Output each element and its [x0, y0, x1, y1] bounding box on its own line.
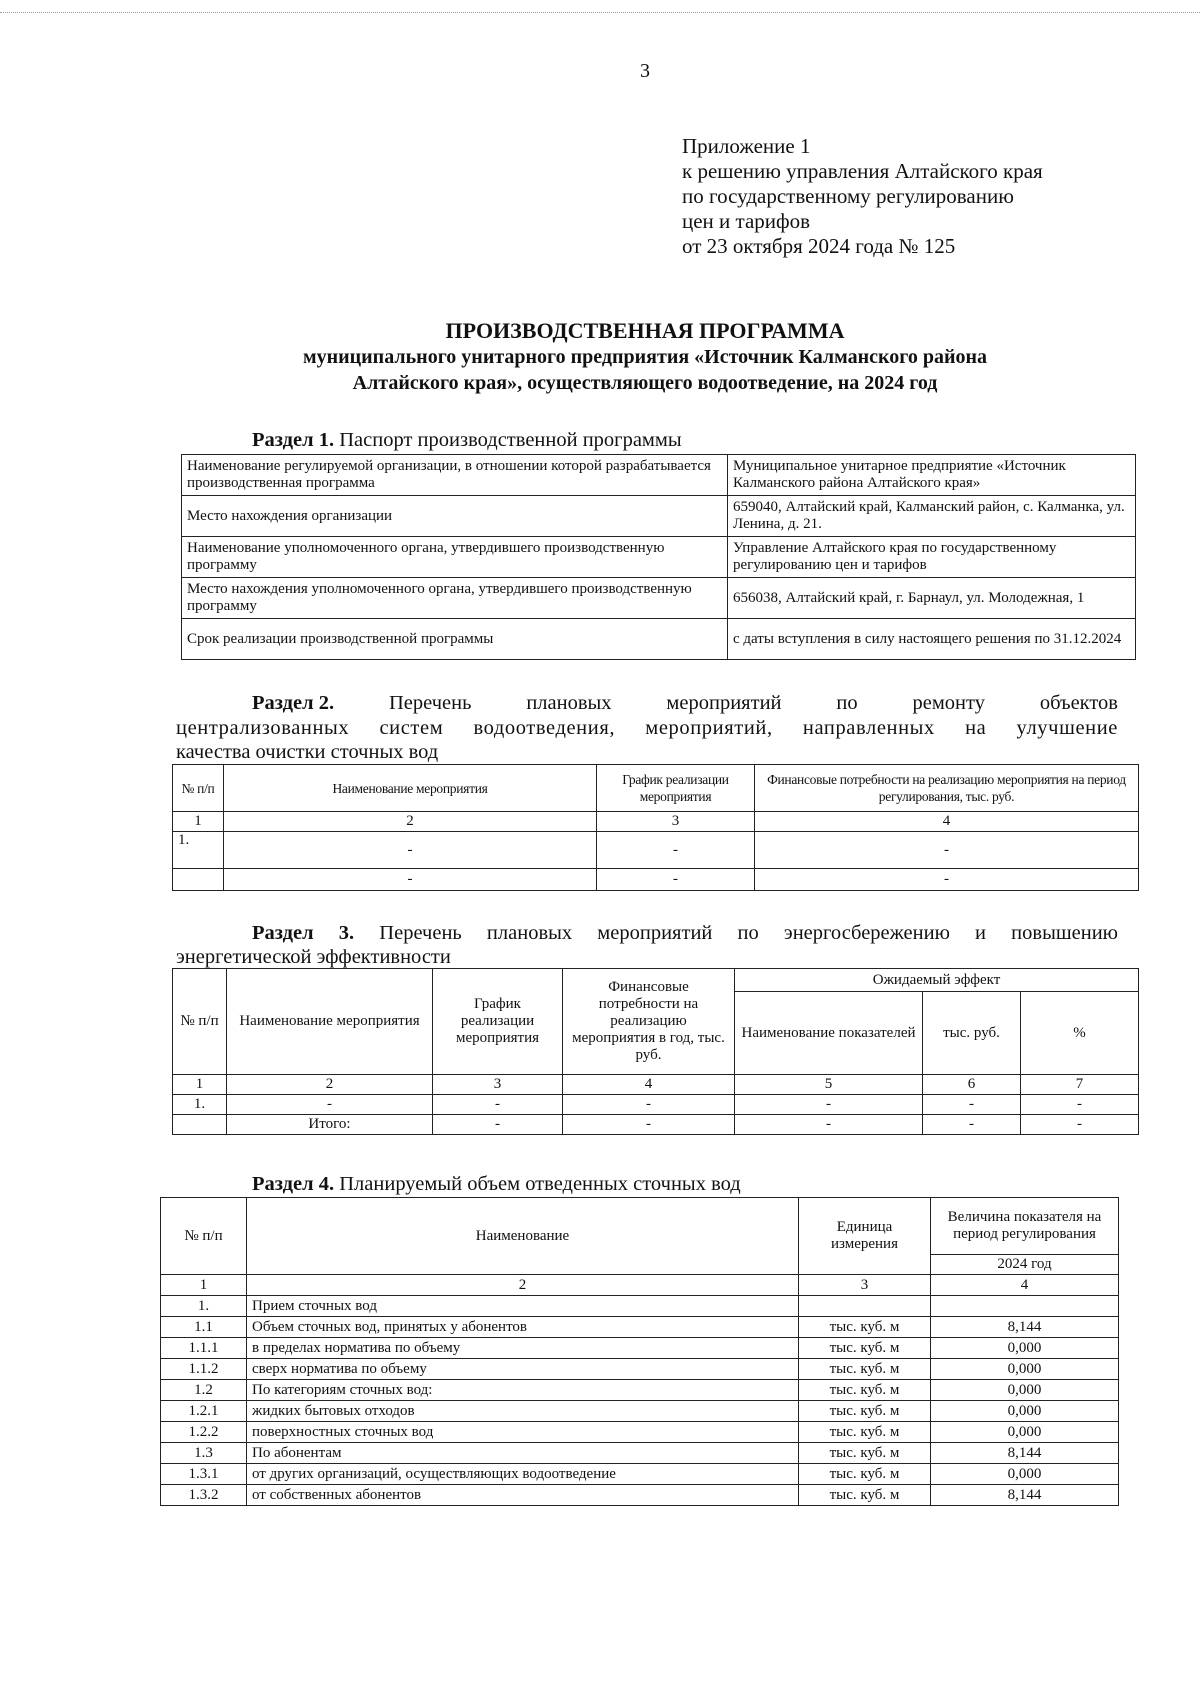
section2-word: плановых	[526, 692, 612, 714]
row-name: сверх норматива по объему	[247, 1359, 799, 1380]
col-number: 1	[173, 812, 224, 832]
scan-edge-line	[0, 12, 1200, 13]
col-number: 3	[799, 1275, 931, 1296]
section1-label: Раздел 1.	[252, 429, 335, 451]
header-measure-name: Наименование мероприятия	[227, 969, 433, 1075]
header-unit: Единица измерения	[799, 1198, 931, 1275]
table-row	[173, 832, 1139, 869]
cell: -	[433, 1115, 563, 1135]
cell: -	[923, 1095, 1021, 1115]
cell: -	[224, 869, 597, 891]
table-row	[182, 619, 1136, 660]
section2-label: Раздел 2.	[252, 692, 335, 714]
col-number: 1	[161, 1275, 247, 1296]
header-percent: %	[1021, 992, 1139, 1075]
cell: -	[755, 869, 1139, 891]
passport-value-cell: с даты вступления в силу настоящего решения по 31.12.2024	[728, 619, 1136, 660]
total-label: Итого:	[227, 1115, 433, 1135]
header-schedule: График реализации мероприятия	[433, 969, 563, 1075]
appendix-line: к решению управления Алтайского края	[682, 159, 1043, 183]
col-number: 2	[227, 1075, 433, 1095]
section2-word: Перечень	[388, 692, 472, 714]
section3-label: Раздел 3.	[252, 922, 355, 944]
col-number: 4	[563, 1075, 735, 1095]
col-number: 2	[224, 812, 597, 832]
header-value: Величина показателя на период регулирования	[931, 1198, 1119, 1255]
section2-heading-line3: качества очистки сточных вод	[176, 741, 439, 763]
header-measure-name: Наименование мероприятия	[224, 765, 597, 812]
row-unit	[799, 1296, 931, 1317]
header-num: № п/п	[173, 765, 224, 812]
row-name: По абонентам	[247, 1443, 799, 1464]
row-unit: тыс. куб. м	[799, 1338, 931, 1359]
table-row	[161, 1464, 1119, 1485]
row-num: 1.	[161, 1296, 247, 1317]
passport-name-cell: Наименование уполномоченного органа, утвердившего производственную программу	[182, 537, 728, 578]
section3-heading-line1	[252, 921, 1118, 945]
cell: -	[563, 1115, 735, 1135]
appendix-line: по государственному регулированию	[682, 184, 1014, 208]
table-row	[161, 1401, 1119, 1422]
passport-value-cell: 656038, Алтайский край, г. Барнаул, ул. Молодежная, 1	[728, 578, 1136, 619]
row-num: 1.3	[161, 1443, 247, 1464]
section3-heading-line2: энергетической эффективности	[176, 946, 451, 968]
section4-label: Раздел 4.	[252, 1173, 335, 1195]
appendix-line: цен и тарифов	[682, 209, 811, 233]
cell: -	[755, 832, 1139, 869]
header-name: Наименование	[247, 1198, 799, 1275]
section1-text: Паспорт производственной программы	[339, 429, 682, 451]
row-num	[173, 869, 224, 891]
section3-text: Перечень плановых мероприятий по энергосбережению и повышению	[379, 922, 1118, 944]
document-subtitle-line2: Алтайского края», осуществляющего водоотведение, на 2024 год	[352, 372, 938, 394]
row-unit: тыс. куб. м	[799, 1359, 931, 1380]
row-num	[173, 1115, 227, 1135]
header-year: 2024 год	[931, 1255, 1119, 1275]
row-unit: тыс. куб. м	[799, 1485, 931, 1506]
header-num: № п/п	[161, 1198, 247, 1275]
row-name: жидких бытовых отходов	[247, 1401, 799, 1422]
cell: -	[563, 1095, 735, 1115]
row-num: 1.3.1	[161, 1464, 247, 1485]
table-row	[182, 455, 1136, 496]
cell: -	[597, 869, 755, 891]
appendix-block	[682, 134, 1043, 259]
table-row	[161, 1422, 1119, 1443]
col-number: 4	[755, 812, 1139, 832]
table-row-total	[173, 1115, 1139, 1135]
col-number: 2	[247, 1275, 799, 1296]
row-unit: тыс. куб. м	[799, 1422, 931, 1443]
row-num: 1.2.1	[161, 1401, 247, 1422]
cell: -	[227, 1095, 433, 1115]
passport-table	[181, 454, 1136, 660]
cell: -	[1021, 1095, 1139, 1115]
row-name: Объем сточных вод, принятых у абонентов	[247, 1317, 799, 1338]
row-name: поверхностных сточных вод	[247, 1422, 799, 1443]
header-num: № п/п	[173, 969, 227, 1075]
table-row	[173, 1095, 1139, 1115]
row-num: 1.3.2	[161, 1485, 247, 1506]
section2-word: мероприятий	[666, 692, 782, 714]
row-num: 1.1	[161, 1317, 247, 1338]
section2-heading-line1	[252, 691, 1118, 715]
col-number: 4	[931, 1275, 1119, 1296]
passport-name-cell: Срок реализации производственной программы	[182, 619, 728, 660]
col-number: 6	[923, 1075, 1021, 1095]
row-num: 1.1.1	[161, 1338, 247, 1359]
header-finance: Финансовые потребности на реализацию мероприятия в год, тыс. руб.	[563, 969, 735, 1075]
col-number: 3	[433, 1075, 563, 1095]
row-unit: тыс. куб. м	[799, 1464, 931, 1485]
passport-value-cell: Управление Алтайского края по государственному регулированию цен и тарифов	[728, 537, 1136, 578]
cell: -	[735, 1095, 923, 1115]
col-number: 5	[735, 1075, 923, 1095]
table-row	[182, 537, 1136, 578]
header-schedule: График реализации мероприятия	[597, 765, 755, 812]
appendix-line: от 23 октября 2024 года № 125	[682, 234, 956, 258]
row-unit: тыс. куб. м	[799, 1401, 931, 1422]
table-row	[161, 1380, 1119, 1401]
section2-word: объектов	[1039, 692, 1118, 714]
passport-name-cell: Наименование регулируемой организации, в отношении которой разрабатывается производственная программа	[182, 455, 728, 496]
header-expected-effect: Ожидаемый эффект	[735, 969, 1139, 992]
header-rub: тыс. руб.	[923, 992, 1021, 1075]
row-value: 0,000	[931, 1464, 1119, 1485]
section2-heading-line2: централизованных систем водоотведения, мероприятий, направленных на улучшение	[176, 717, 1118, 739]
row-value: 0,000	[931, 1401, 1119, 1422]
row-value: 8,144	[931, 1317, 1119, 1338]
table-header-row	[161, 1198, 1119, 1255]
row-name: Прием сточных вод	[247, 1296, 799, 1317]
document-subtitle-line1: муниципального унитарного предприятия «Источник Калманского района	[302, 346, 988, 368]
section2-word: ремонту	[912, 692, 985, 714]
row-value	[931, 1296, 1119, 1317]
passport-name-cell: Место нахождения организации	[182, 496, 728, 537]
row-unit: тыс. куб. м	[799, 1443, 931, 1464]
page-number: 3	[640, 60, 650, 82]
row-value: 0,000	[931, 1359, 1119, 1380]
wastewater-volume-table	[160, 1197, 1119, 1506]
table-row	[161, 1443, 1119, 1464]
row-num: 1.	[173, 1095, 227, 1115]
section4-text: Планируемый объем отведенных сточных вод	[339, 1173, 741, 1195]
row-value: 0,000	[931, 1422, 1119, 1443]
energy-saving-table	[172, 968, 1139, 1135]
table-row	[182, 578, 1136, 619]
column-number-row	[161, 1275, 1119, 1296]
header-indicators: Наименование показателей	[735, 992, 923, 1075]
row-unit: тыс. куб. м	[799, 1317, 931, 1338]
table-header-row	[173, 969, 1139, 992]
col-number: 3	[597, 812, 755, 832]
repair-measures-table	[172, 764, 1139, 891]
section2-word: по	[836, 692, 858, 714]
row-num: 1.1.2	[161, 1359, 247, 1380]
row-num: 1.2	[161, 1380, 247, 1401]
row-num: 1.	[173, 832, 224, 869]
col-number: 7	[1021, 1075, 1139, 1095]
column-number-row	[173, 1075, 1139, 1095]
cell: -	[923, 1115, 1021, 1135]
table-row	[161, 1485, 1119, 1506]
row-name: в пределах норматива по объему	[247, 1338, 799, 1359]
row-name: от собственных абонентов	[247, 1485, 799, 1506]
cell: -	[735, 1115, 923, 1135]
passport-name-cell: Место нахождения уполномоченного органа, утвердившего производственную программу	[182, 578, 728, 619]
section4-heading	[252, 1172, 741, 1196]
passport-value-cell: 659040, Алтайский край, Калманский район, с. Калманка, ул. Ленина, д. 21.	[728, 496, 1136, 537]
cell: -	[1021, 1115, 1139, 1135]
document-title: ПРОИЗВОДСТВЕННАЯ ПРОГРАММА	[445, 318, 845, 343]
table-row	[161, 1359, 1119, 1380]
col-number: 1	[173, 1075, 227, 1095]
row-num: 1.2.2	[161, 1422, 247, 1443]
passport-value-cell: Муниципальное унитарное предприятие «Источник Калманского района Алтайского края»	[728, 455, 1136, 496]
cell: -	[597, 832, 755, 869]
column-number-row	[173, 812, 1139, 832]
table-header-row	[173, 765, 1139, 812]
row-unit: тыс. куб. м	[799, 1380, 931, 1401]
row-value: 0,000	[931, 1338, 1119, 1359]
row-name: По категориям сточных вод:	[247, 1380, 799, 1401]
table-row	[161, 1296, 1119, 1317]
header-finance: Финансовые потребности на реализацию мероприятия на период регулирования, тыс. руб.	[755, 765, 1139, 812]
table-row	[161, 1317, 1119, 1338]
row-value: 0,000	[931, 1380, 1119, 1401]
table-row	[182, 496, 1136, 537]
row-name: от других организаций, осуществляющих водоотведение	[247, 1464, 799, 1485]
cell: -	[433, 1095, 563, 1115]
table-row	[173, 869, 1139, 891]
row-value: 8,144	[931, 1485, 1119, 1506]
row-value: 8,144	[931, 1443, 1119, 1464]
cell: -	[224, 832, 597, 869]
section1-heading	[252, 428, 682, 452]
appendix-line: Приложение 1	[682, 134, 811, 158]
table-row	[161, 1338, 1119, 1359]
